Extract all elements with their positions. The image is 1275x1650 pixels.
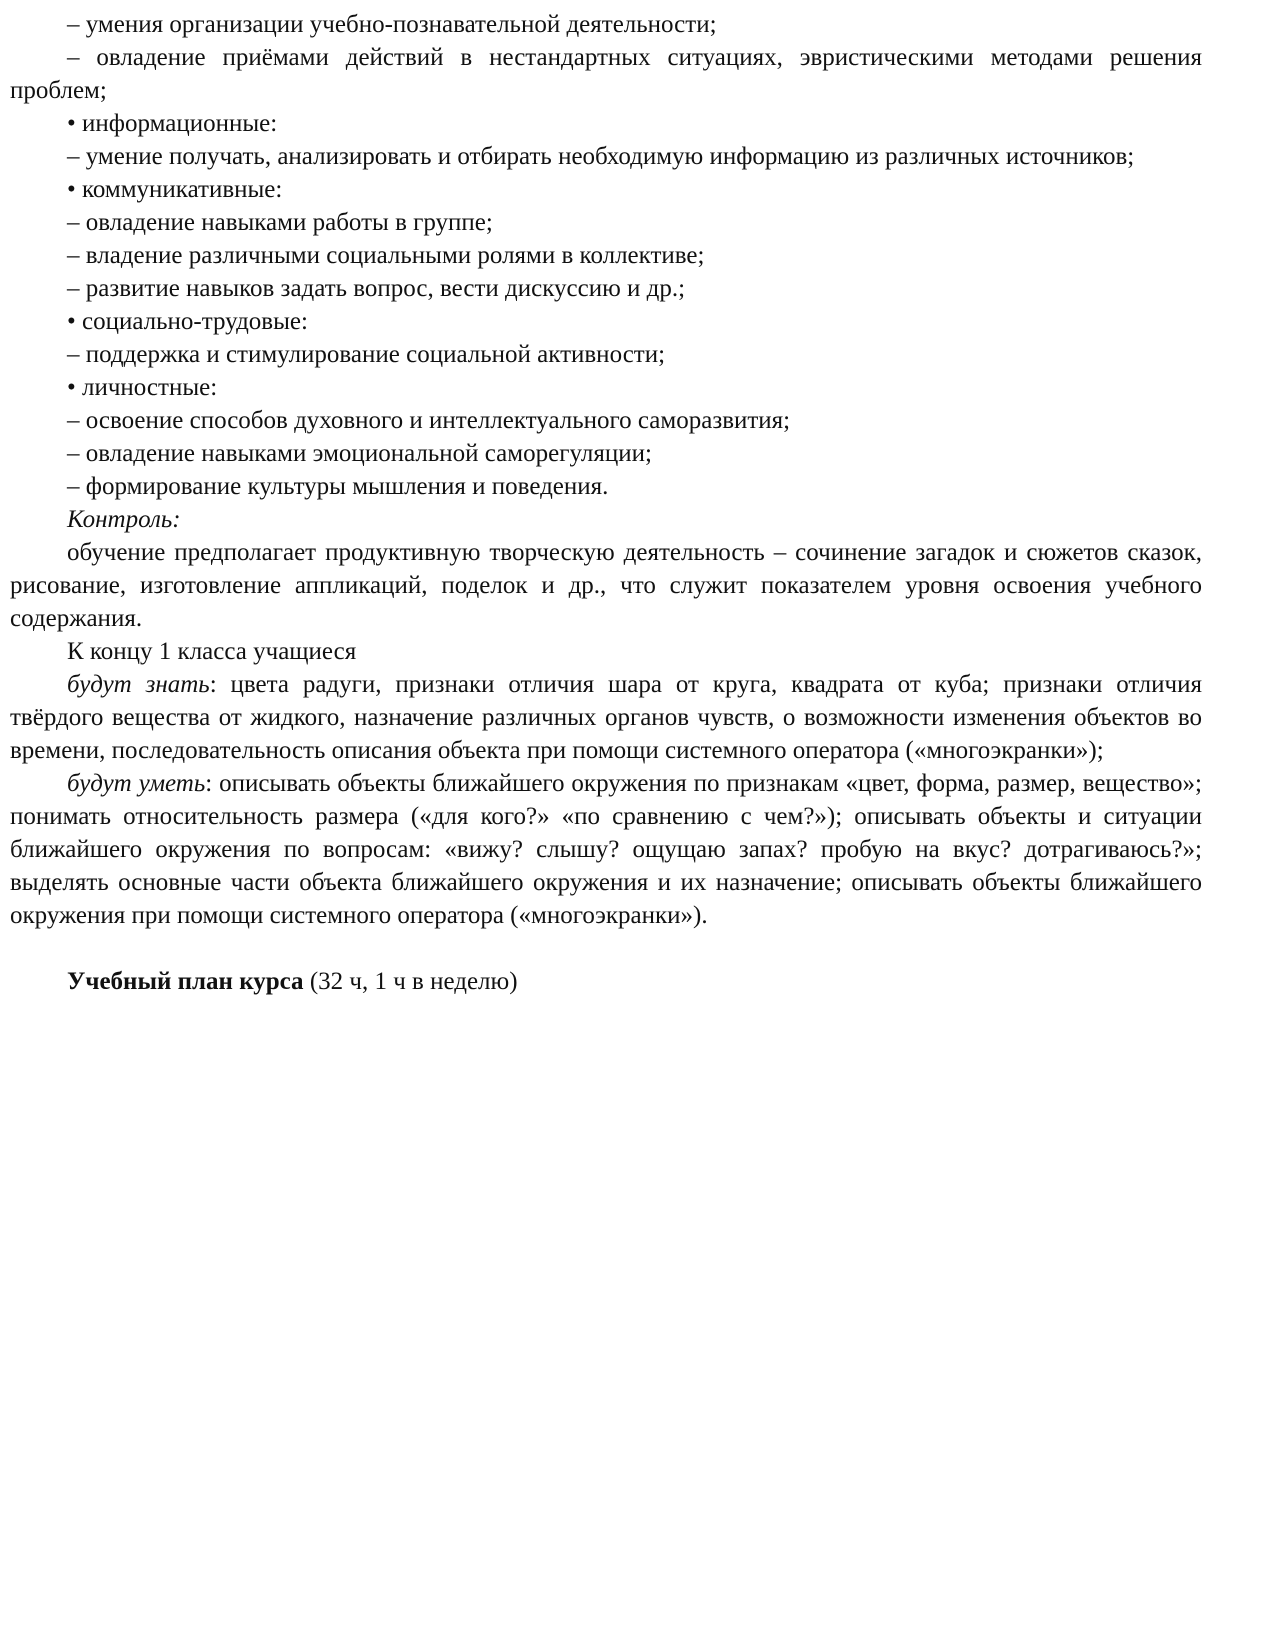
curriculum-hours: (32 ч, 1 ч в неделю) <box>303 968 518 995</box>
control-heading: Контроль: <box>67 506 181 533</box>
paragraph-line-10: – поддержка и стимулирование социальной активности; <box>67 341 666 368</box>
document-page <box>10 8 1202 998</box>
bullet-personal: • личностные: <box>67 374 218 401</box>
paragraph-line-14: – формирование культуры мышления и поведения. <box>67 473 609 500</box>
paragraph-line-7: – владение различными социальными ролями в коллективе; <box>67 242 705 269</box>
will-know-text: : цвета радуги, признаки отличия шара от круга, квадрата от куба; признаки отличия твёрдого вещества от жидкого, назначение различных органов чувств, о возможности изменения объектов во времени, последовательность описания объекта при помощи системного оператора («многоэкранки»); <box>10 671 1202 764</box>
blank-line <box>10 932 1202 965</box>
bullet-social-labor: • социально-трудовые: <box>67 308 308 335</box>
paragraph-line-8: – развитие навыков задать вопрос, вести дискуссию и др.; <box>67 275 686 302</box>
will-be-able-paragraph <box>10 767 1202 932</box>
curriculum-heading <box>10 965 1202 998</box>
paragraph-line-13: – овладение навыками эмоциональной саморегуляции; <box>67 440 652 467</box>
will-know-label: будут знать <box>67 671 210 698</box>
will-be-able-text: : описывать объекты ближайшего окружения по признакам «цвет, форма, размер, вещество»; понимать относительность размера («для кого?» «по сравнению с чем?»); описывать объекты и ситуации ближайшего окружения по вопросам: «вижу? слышу? ощущаю запах? пробую на вкус? дотрагиваюсь?»; выделять основные части объекта ближайшего окружения и их назначение; описывать объекты ближайшего окружения при помощи системного оператора («многоэкранки»). <box>10 770 1202 929</box>
control-heading-paragraph <box>10 503 1202 536</box>
paragraph-line-4: – умение получать, анализировать и отбирать необходимую информацию из различных источников; <box>67 143 1135 170</box>
will-be-able-label: будут уметь <box>67 770 206 797</box>
curriculum-title: Учебный план курса <box>67 968 304 995</box>
will-know-paragraph <box>10 668 1202 767</box>
paragraph-line-6: – овладение навыками работы в группе; <box>67 209 493 236</box>
paragraph-line-12: – освоение способов духовного и интеллектуального саморазвития; <box>67 407 791 434</box>
end-of-year-line: К концу 1 класса учащиеся <box>67 638 357 665</box>
bullet-informational: • информационные: <box>67 110 278 137</box>
control-text: обучение предполагает продуктивную творческую деятельность – сочинение загадок и сюжетов сказок, рисование, изготовление аппликаций, поделок и др., что служит показателем уровня освоения учебного содержания. <box>10 539 1202 632</box>
bullet-communicative: • коммуникативные: <box>67 176 283 203</box>
paragraph-line-1: – умения организации учебно-познавательной деятельности; <box>67 11 717 38</box>
paragraph-line-2: – овладение приёмами действий в нестандартных ситуациях, эвристическими методами решения проблем; <box>10 44 1202 104</box>
